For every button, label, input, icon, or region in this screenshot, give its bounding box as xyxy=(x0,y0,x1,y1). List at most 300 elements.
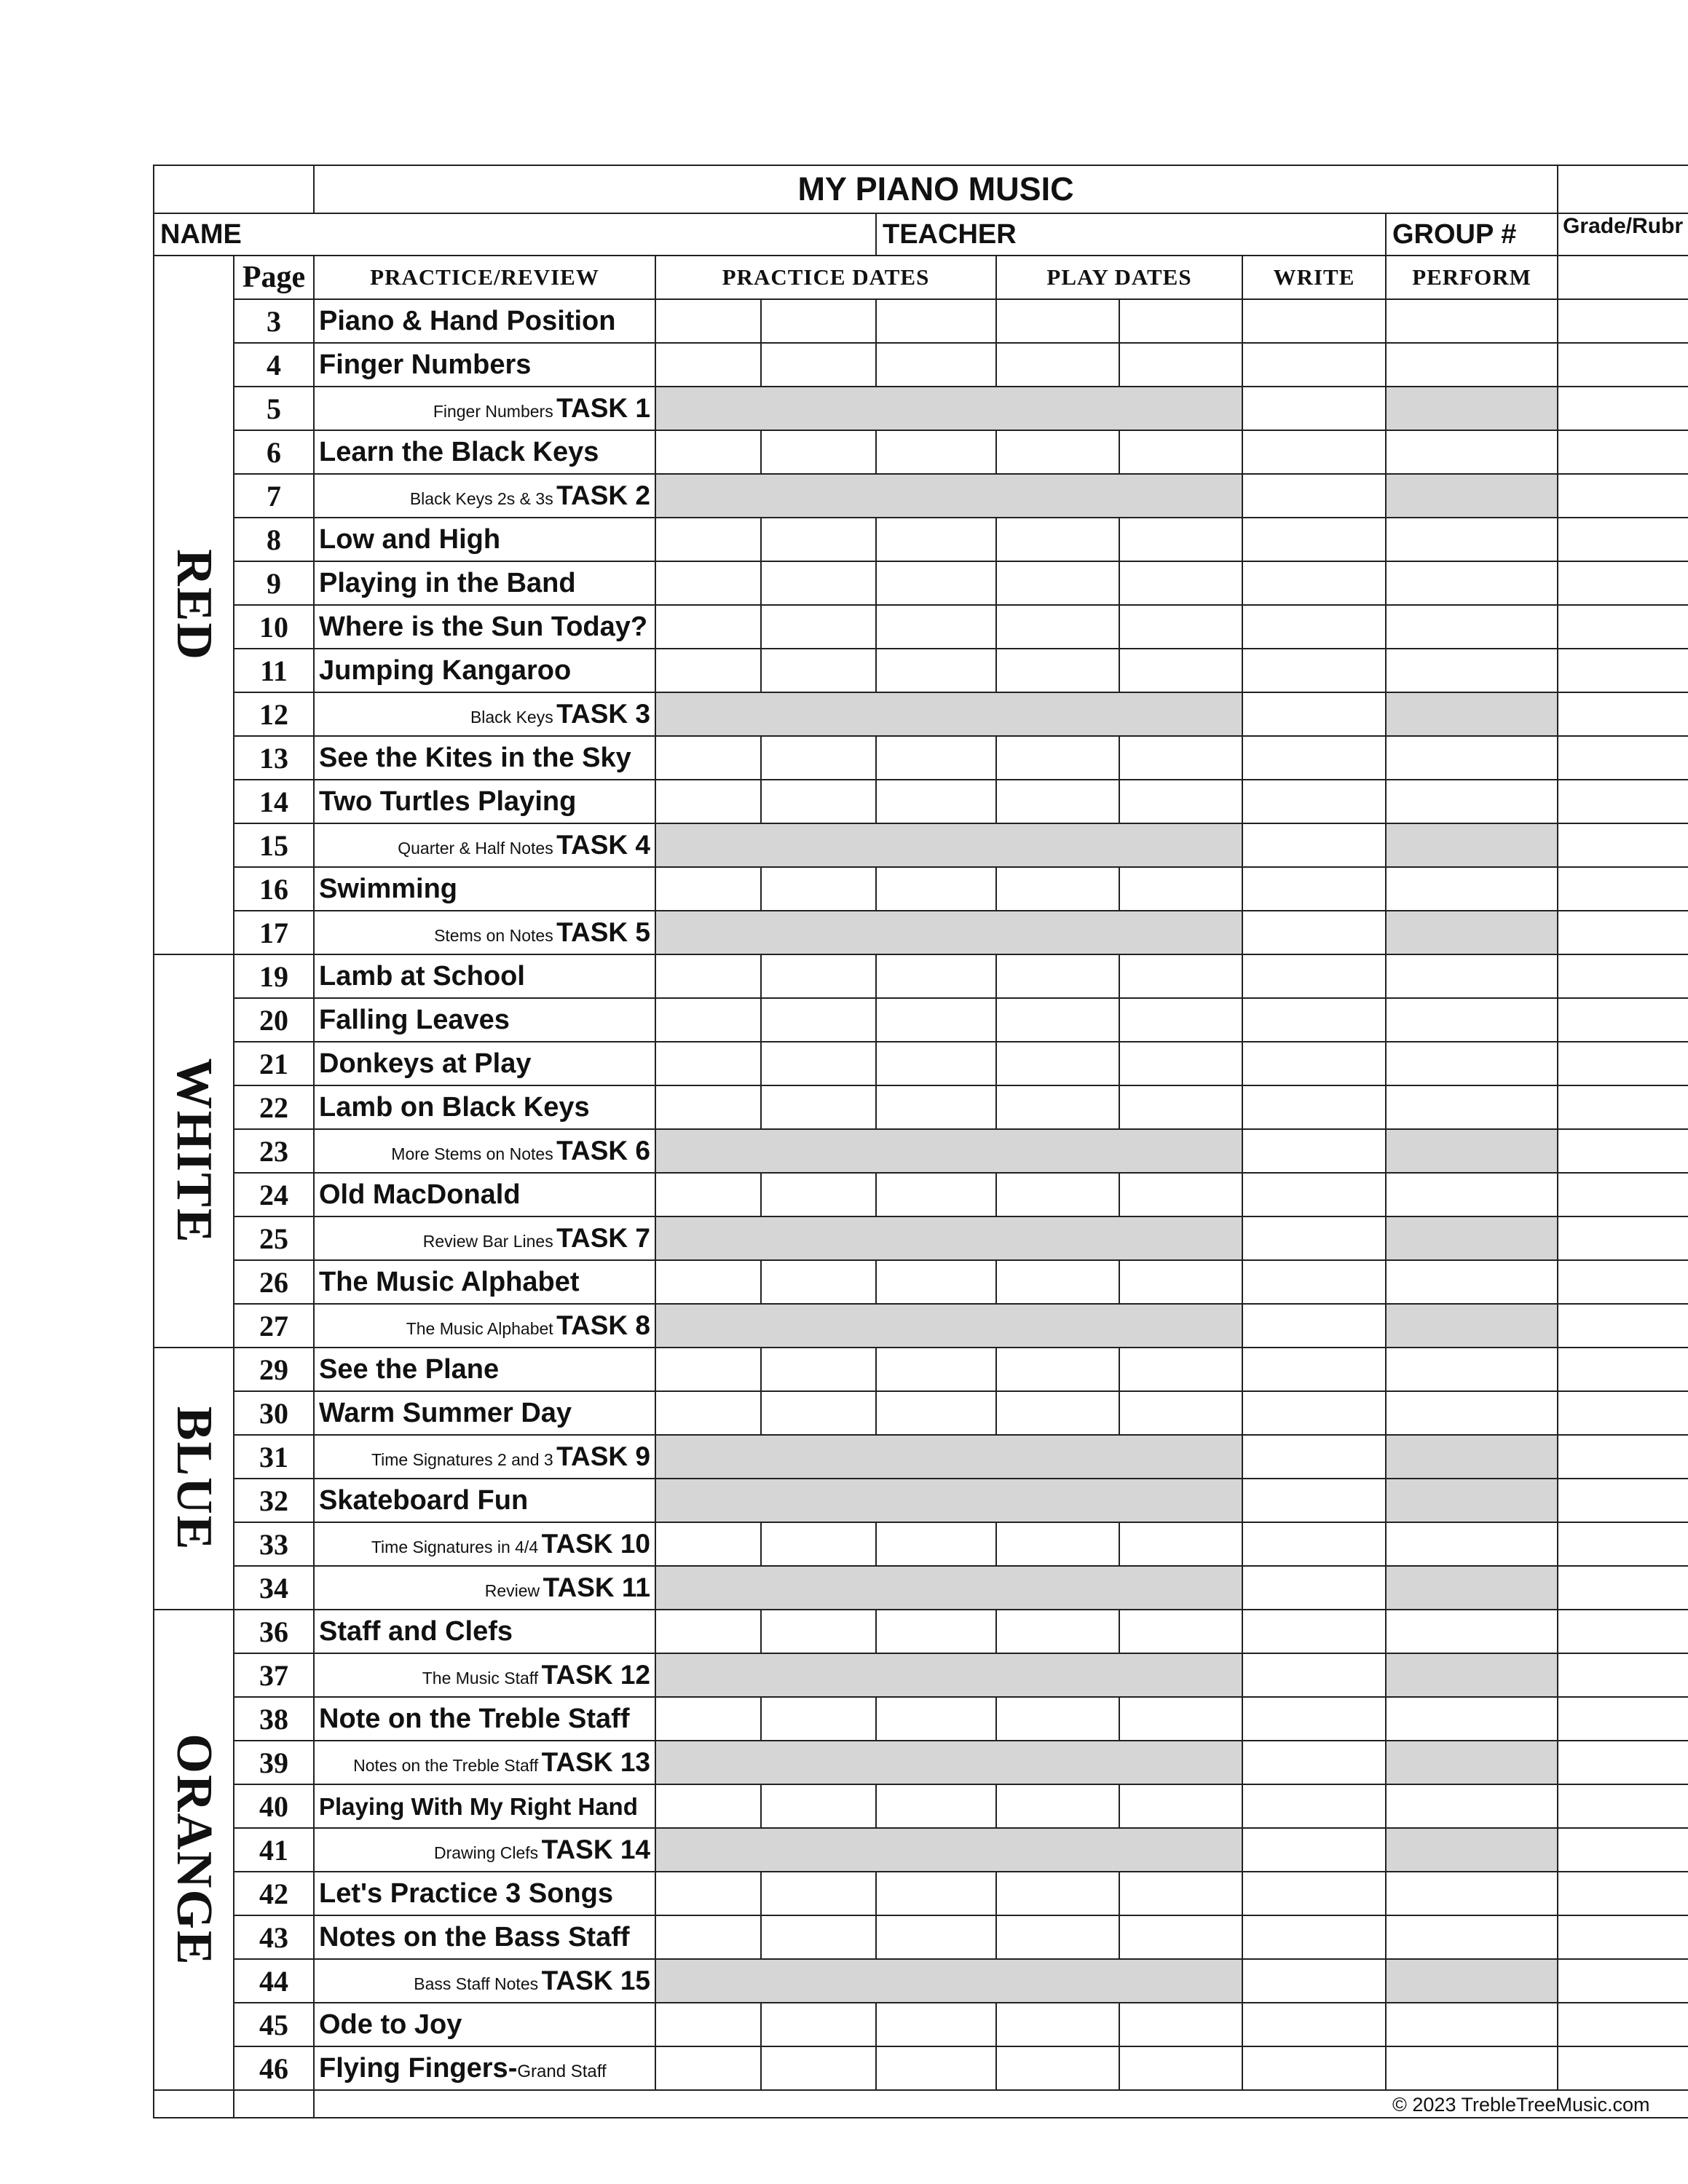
play-date-cell[interactable] xyxy=(1119,1784,1242,1828)
write-cell[interactable] xyxy=(1242,1042,1386,1085)
task-label: TASK 12 xyxy=(541,1660,650,1690)
page-number: 38 xyxy=(234,1697,314,1741)
dates-shaded xyxy=(655,692,1242,736)
write-cell[interactable] xyxy=(1242,430,1386,474)
practice-date-cell[interactable] xyxy=(761,867,876,911)
perform-cell[interactable] xyxy=(1386,1784,1558,1828)
lesson-row xyxy=(154,1784,1688,1828)
play-date-cell[interactable] xyxy=(1119,1391,1242,1435)
play-date-cell[interactable] xyxy=(1119,736,1242,780)
write-cell[interactable] xyxy=(1242,1872,1386,1915)
task-label: TASK 7 xyxy=(556,1223,650,1253)
write-cell[interactable] xyxy=(1242,1784,1386,1828)
dates-shaded xyxy=(655,1566,1242,1610)
perform-cell[interactable] xyxy=(1386,561,1558,605)
lesson-title xyxy=(314,780,655,823)
practice-date-cell[interactable] xyxy=(761,1042,876,1085)
play-date-cell[interactable] xyxy=(1119,1085,1242,1129)
play-date-cell[interactable] xyxy=(1119,561,1242,605)
play-date-cell[interactable] xyxy=(1119,430,1242,474)
task-label: TASK 13 xyxy=(541,1747,650,1777)
practice-date-cell[interactable] xyxy=(876,1260,996,1304)
practice-date-cell[interactable] xyxy=(876,998,996,1042)
write-cell[interactable] xyxy=(1242,649,1386,692)
task-description: Time Signatures 2 and 3 xyxy=(371,1450,553,1469)
practice-date-cell[interactable] xyxy=(655,1872,761,1915)
write-cell[interactable] xyxy=(1242,299,1386,343)
play-date-cell[interactable] xyxy=(1119,1348,1242,1391)
write-cell[interactable] xyxy=(1242,1479,1386,1522)
header-play-dates: PLAY DATES xyxy=(996,256,1242,299)
write-cell[interactable] xyxy=(1242,343,1386,387)
lesson-title-text: Playing in the Band xyxy=(319,567,576,598)
practice-date-cell[interactable] xyxy=(655,736,761,780)
perform-cell[interactable] xyxy=(1386,736,1558,780)
practice-date-cell[interactable] xyxy=(761,1173,876,1216)
practice-date-cell[interactable] xyxy=(876,736,996,780)
write-cell[interactable] xyxy=(1242,911,1386,954)
page-number: 5 xyxy=(234,387,314,430)
practice-date-cell[interactable] xyxy=(876,299,996,343)
lesson-row xyxy=(154,1872,1688,1915)
page-number: 26 xyxy=(234,1260,314,1304)
write-cell[interactable] xyxy=(1242,1828,1386,1872)
lesson-title xyxy=(314,1610,655,1653)
grade-cell[interactable] xyxy=(1558,1828,1688,1872)
write-cell[interactable] xyxy=(1242,736,1386,780)
practice-date-cell[interactable] xyxy=(876,780,996,823)
play-date-cell[interactable] xyxy=(996,1784,1119,1828)
practice-date-cell[interactable] xyxy=(761,1872,876,1915)
practice-date-cell[interactable] xyxy=(876,1522,996,1566)
page-number: 19 xyxy=(234,954,314,998)
grade-cell[interactable] xyxy=(1558,823,1688,867)
title-spacer xyxy=(154,165,314,213)
lesson-title-text: Two Turtles Playing xyxy=(319,786,577,817)
write-cell[interactable] xyxy=(1242,474,1386,518)
practice-date-cell[interactable] xyxy=(876,1348,996,1391)
write-cell[interactable] xyxy=(1242,1216,1386,1260)
practice-date-cell[interactable] xyxy=(761,1915,876,1959)
perform-cell[interactable] xyxy=(1386,605,1558,649)
play-date-cell[interactable] xyxy=(1119,867,1242,911)
practice-date-cell[interactable] xyxy=(761,1260,876,1304)
play-date-cell[interactable] xyxy=(996,2003,1119,2046)
grade-cell[interactable] xyxy=(1558,1348,1688,1391)
practice-date-cell[interactable] xyxy=(761,649,876,692)
perform-cell[interactable] xyxy=(1386,1522,1558,1566)
play-date-cell[interactable] xyxy=(996,430,1119,474)
lesson-title-text: Low and High xyxy=(319,523,501,555)
practice-date-cell[interactable] xyxy=(876,1391,996,1435)
header-practice-dates: PRACTICE DATES xyxy=(655,256,996,299)
grade-cell[interactable] xyxy=(1558,1522,1688,1566)
play-date-cell[interactable] xyxy=(1119,1173,1242,1216)
write-cell[interactable] xyxy=(1242,1129,1386,1173)
teacher-field[interactable]: TEACHER xyxy=(876,213,1386,256)
perform-cell[interactable] xyxy=(1386,1042,1558,1085)
practice-date-cell[interactable] xyxy=(876,1697,996,1741)
practice-date-cell[interactable] xyxy=(761,1348,876,1391)
practice-date-cell[interactable] xyxy=(655,561,761,605)
perform-cell[interactable] xyxy=(1386,1872,1558,1915)
play-date-cell[interactable] xyxy=(996,1391,1119,1435)
practice-date-cell[interactable] xyxy=(655,954,761,998)
grade-cell[interactable] xyxy=(1558,998,1688,1042)
write-cell[interactable] xyxy=(1242,780,1386,823)
page-number: 8 xyxy=(234,518,314,561)
grade-cell[interactable] xyxy=(1558,954,1688,998)
perform-cell[interactable] xyxy=(1386,649,1558,692)
grade-cell[interactable] xyxy=(1558,605,1688,649)
grade-cell[interactable] xyxy=(1558,692,1688,736)
practice-date-cell[interactable] xyxy=(761,780,876,823)
perform-cell[interactable] xyxy=(1386,1697,1558,1741)
task-entry xyxy=(314,1828,655,1872)
practice-date-cell[interactable] xyxy=(655,1042,761,1085)
grade-cell[interactable] xyxy=(1558,1959,1688,2003)
group-field[interactable]: GROUP # xyxy=(1386,213,1558,256)
play-date-cell[interactable] xyxy=(1119,1522,1242,1566)
lesson-row xyxy=(154,299,1688,343)
play-date-cell[interactable] xyxy=(996,1872,1119,1915)
perform-cell[interactable] xyxy=(1386,780,1558,823)
practice-date-cell[interactable] xyxy=(655,867,761,911)
page-number: 25 xyxy=(234,1216,314,1260)
grade-cell[interactable] xyxy=(1558,1435,1688,1479)
practice-date-cell[interactable] xyxy=(761,518,876,561)
practice-date-cell[interactable] xyxy=(876,1915,996,1959)
play-date-cell[interactable] xyxy=(996,998,1119,1042)
practice-date-cell[interactable] xyxy=(761,561,876,605)
practice-date-cell[interactable] xyxy=(761,1522,876,1566)
perform-cell[interactable] xyxy=(1386,518,1558,561)
play-date-cell[interactable] xyxy=(1119,1042,1242,1085)
grade-cell[interactable] xyxy=(1558,561,1688,605)
grade-cell[interactable] xyxy=(1558,1566,1688,1610)
practice-date-cell[interactable] xyxy=(876,1784,996,1828)
practice-date-cell[interactable] xyxy=(876,1872,996,1915)
play-date-cell[interactable] xyxy=(1119,2003,1242,2046)
play-date-cell[interactable] xyxy=(1119,1915,1242,1959)
grade-cell[interactable] xyxy=(1558,867,1688,911)
write-cell[interactable] xyxy=(1242,954,1386,998)
play-date-cell[interactable] xyxy=(1119,1872,1242,1915)
practice-date-cell[interactable] xyxy=(655,780,761,823)
grade-cell[interactable] xyxy=(1558,1391,1688,1435)
lesson-title-text: Skateboard Fun xyxy=(319,1484,529,1516)
grade-cell[interactable] xyxy=(1558,1610,1688,1653)
play-date-cell[interactable] xyxy=(1119,780,1242,823)
play-date-cell[interactable] xyxy=(1119,605,1242,649)
perform-cell[interactable] xyxy=(1386,1173,1558,1216)
write-cell[interactable] xyxy=(1242,1522,1386,1566)
play-date-cell[interactable] xyxy=(996,1697,1119,1741)
perform-cell[interactable] xyxy=(1386,954,1558,998)
write-cell[interactable] xyxy=(1242,823,1386,867)
practice-date-cell[interactable] xyxy=(876,1085,996,1129)
practice-date-cell[interactable] xyxy=(655,1085,761,1129)
grade-cell[interactable] xyxy=(1558,343,1688,387)
play-date-cell[interactable] xyxy=(996,561,1119,605)
grade-cell[interactable] xyxy=(1558,736,1688,780)
practice-date-cell[interactable] xyxy=(655,1610,761,1653)
play-date-cell[interactable] xyxy=(1119,1260,1242,1304)
grade-cell[interactable] xyxy=(1558,1129,1688,1173)
play-date-cell[interactable] xyxy=(1119,518,1242,561)
practice-date-cell[interactable] xyxy=(655,430,761,474)
practice-date-cell[interactable] xyxy=(655,1915,761,1959)
grade-cell[interactable] xyxy=(1558,387,1688,430)
perform-cell xyxy=(1386,911,1558,954)
lesson-row xyxy=(154,561,1688,605)
grade-cell[interactable] xyxy=(1558,430,1688,474)
write-cell[interactable] xyxy=(1242,1610,1386,1653)
practice-date-cell[interactable] xyxy=(655,1348,761,1391)
write-cell[interactable] xyxy=(1242,1741,1386,1784)
practice-date-cell[interactable] xyxy=(876,605,996,649)
perform-cell[interactable] xyxy=(1386,1085,1558,1129)
play-date-cell[interactable] xyxy=(996,867,1119,911)
write-cell[interactable] xyxy=(1242,1173,1386,1216)
lesson-title-text: Falling Leaves xyxy=(319,1004,510,1035)
grade-cell[interactable] xyxy=(1558,1085,1688,1129)
practice-date-cell[interactable] xyxy=(655,1173,761,1216)
practice-date-cell[interactable] xyxy=(761,1085,876,1129)
practice-date-cell[interactable] xyxy=(761,1784,876,1828)
write-cell[interactable] xyxy=(1242,1085,1386,1129)
write-cell[interactable] xyxy=(1242,518,1386,561)
lesson-title-text: Piano & Hand Position xyxy=(319,305,616,336)
play-date-cell[interactable] xyxy=(996,1348,1119,1391)
write-cell[interactable] xyxy=(1242,1697,1386,1741)
lesson-title-text: Old MacDonald xyxy=(319,1179,521,1210)
lesson-title-text: See the Plane xyxy=(319,1353,500,1385)
play-date-cell[interactable] xyxy=(996,1173,1119,1216)
practice-date-cell[interactable] xyxy=(876,561,996,605)
practice-date-cell[interactable] xyxy=(761,736,876,780)
write-cell[interactable] xyxy=(1242,1348,1386,1391)
practice-date-cell[interactable] xyxy=(761,605,876,649)
play-date-cell[interactable] xyxy=(996,1915,1119,1959)
write-cell[interactable] xyxy=(1242,1304,1386,1348)
grade-cell[interactable] xyxy=(1558,474,1688,518)
practice-date-cell[interactable] xyxy=(761,430,876,474)
lesson-title-text: Lamb on Black Keys xyxy=(319,1091,590,1123)
perform-cell[interactable] xyxy=(1386,1610,1558,1653)
grade-cell[interactable] xyxy=(1558,299,1688,343)
perform-cell[interactable] xyxy=(1386,299,1558,343)
lesson-title-text: Where is the Sun Today? xyxy=(319,611,648,642)
write-cell[interactable] xyxy=(1242,998,1386,1042)
write-cell[interactable] xyxy=(1242,605,1386,649)
grade-cell[interactable] xyxy=(1558,518,1688,561)
play-date-cell[interactable] xyxy=(1119,954,1242,998)
lesson-title-text: Learn the Black Keys xyxy=(319,436,599,467)
write-cell[interactable] xyxy=(1242,2003,1386,2046)
grade-cell[interactable] xyxy=(1558,2046,1688,2090)
perform-cell[interactable] xyxy=(1386,1915,1558,1959)
write-cell[interactable] xyxy=(1242,1260,1386,1304)
task-label: TASK 15 xyxy=(541,1966,650,1995)
practice-date-cell[interactable] xyxy=(655,998,761,1042)
lesson-title-text: Flying Fingers- xyxy=(319,2052,518,2084)
perform-cell[interactable] xyxy=(1386,998,1558,1042)
practice-date-cell[interactable] xyxy=(655,1260,761,1304)
practice-date-cell[interactable] xyxy=(761,299,876,343)
grade-cell[interactable] xyxy=(1558,2003,1688,2046)
name-field[interactable]: NAME xyxy=(154,213,876,256)
page-number: 16 xyxy=(234,867,314,911)
task-description: Black Keys 2s & 3s xyxy=(409,489,553,508)
level-column xyxy=(154,1348,234,1610)
practice-date-cell[interactable] xyxy=(761,954,876,998)
lesson-title xyxy=(314,2003,655,2046)
page-number: 10 xyxy=(234,605,314,649)
practice-date-cell[interactable] xyxy=(876,2003,996,2046)
practice-date-cell[interactable] xyxy=(761,343,876,387)
lesson-row xyxy=(154,1479,1688,1522)
write-cell[interactable] xyxy=(1242,1391,1386,1435)
page-number: 40 xyxy=(234,1784,314,1828)
grade-cell[interactable] xyxy=(1558,1173,1688,1216)
grade-cell[interactable] xyxy=(1558,1042,1688,1085)
grade-cell[interactable] xyxy=(1558,780,1688,823)
grade-cell[interactable] xyxy=(1558,1872,1688,1915)
write-cell[interactable] xyxy=(1242,867,1386,911)
lesson-title xyxy=(314,867,655,911)
practice-date-cell[interactable] xyxy=(655,343,761,387)
practice-date-cell[interactable] xyxy=(655,1784,761,1828)
grade-cell[interactable] xyxy=(1558,1741,1688,1784)
practice-date-cell[interactable] xyxy=(761,1610,876,1653)
play-date-cell[interactable] xyxy=(996,954,1119,998)
practice-date-cell[interactable] xyxy=(876,2046,996,2090)
practice-date-cell[interactable] xyxy=(876,954,996,998)
play-date-cell[interactable] xyxy=(996,605,1119,649)
play-date-cell[interactable] xyxy=(1119,649,1242,692)
play-date-cell[interactable] xyxy=(1119,299,1242,343)
practice-date-cell[interactable] xyxy=(761,998,876,1042)
play-date-cell[interactable] xyxy=(1119,998,1242,1042)
grade-rubric-field[interactable]: Grade/Rubr xyxy=(1558,213,1688,256)
grade-cell[interactable] xyxy=(1558,1260,1688,1304)
play-date-cell[interactable] xyxy=(996,1522,1119,1566)
play-date-cell[interactable] xyxy=(996,2046,1119,2090)
dates-shaded xyxy=(655,387,1242,430)
practice-date-cell[interactable] xyxy=(655,1697,761,1741)
grade-cell[interactable] xyxy=(1558,1697,1688,1741)
practice-date-cell[interactable] xyxy=(655,518,761,561)
grade-cell[interactable] xyxy=(1558,649,1688,692)
perform-cell[interactable] xyxy=(1386,2046,1558,2090)
practice-date-cell[interactable] xyxy=(761,2003,876,2046)
perform-cell[interactable] xyxy=(1386,867,1558,911)
practice-date-cell[interactable] xyxy=(761,1391,876,1435)
practice-date-cell[interactable] xyxy=(761,2046,876,2090)
play-date-cell[interactable] xyxy=(1119,1610,1242,1653)
write-cell[interactable] xyxy=(1242,561,1386,605)
grade-cell[interactable] xyxy=(1558,1216,1688,1260)
task-label: TASK 2 xyxy=(556,480,650,510)
practice-date-cell[interactable] xyxy=(655,2046,761,2090)
practice-date-cell[interactable] xyxy=(876,343,996,387)
practice-date-cell[interactable] xyxy=(876,430,996,474)
lesson-title-text: Donkeys at Play xyxy=(319,1048,532,1079)
perform-cell[interactable] xyxy=(1386,343,1558,387)
lesson-title-text: Jumping Kangaroo xyxy=(319,654,572,686)
write-cell[interactable] xyxy=(1242,1653,1386,1697)
grade-cell[interactable] xyxy=(1558,1304,1688,1348)
play-date-cell[interactable] xyxy=(996,736,1119,780)
play-date-cell[interactable] xyxy=(1119,2046,1242,2090)
play-date-cell[interactable] xyxy=(996,780,1119,823)
task-label: TASK 10 xyxy=(541,1529,650,1559)
practice-date-cell[interactable] xyxy=(876,867,996,911)
level-column xyxy=(154,1610,234,2090)
practice-date-cell[interactable] xyxy=(655,2003,761,2046)
task-description: Time Signatures in 4/4 xyxy=(371,1538,539,1556)
grade-cell[interactable] xyxy=(1558,1915,1688,1959)
play-date-cell[interactable] xyxy=(996,1260,1119,1304)
play-date-cell[interactable] xyxy=(1119,1697,1242,1741)
write-cell[interactable] xyxy=(1242,1566,1386,1610)
task-description: Finger Numbers xyxy=(433,402,553,421)
practice-date-cell[interactable] xyxy=(655,649,761,692)
play-date-cell[interactable] xyxy=(996,1610,1119,1653)
play-date-cell[interactable] xyxy=(996,1042,1119,1085)
practice-date-cell[interactable] xyxy=(655,1522,761,1566)
perform-cell xyxy=(1386,1435,1558,1479)
practice-date-cell[interactable] xyxy=(655,299,761,343)
write-cell[interactable] xyxy=(1242,1435,1386,1479)
page-number: 14 xyxy=(234,780,314,823)
practice-date-cell[interactable] xyxy=(876,1173,996,1216)
lesson-row xyxy=(154,387,1688,430)
perform-cell[interactable] xyxy=(1386,1260,1558,1304)
play-date-cell[interactable] xyxy=(996,343,1119,387)
write-cell[interactable] xyxy=(1242,1915,1386,1959)
lesson-row xyxy=(154,2046,1688,2090)
write-cell[interactable] xyxy=(1242,387,1386,430)
perform-cell[interactable] xyxy=(1386,1391,1558,1435)
perform-cell[interactable] xyxy=(1386,1348,1558,1391)
play-date-cell[interactable] xyxy=(996,518,1119,561)
practice-date-cell[interactable] xyxy=(876,518,996,561)
lesson-row xyxy=(154,1697,1688,1741)
write-cell[interactable] xyxy=(1242,692,1386,736)
practice-date-cell[interactable] xyxy=(655,1391,761,1435)
practice-date-cell[interactable] xyxy=(876,649,996,692)
grade-cell[interactable] xyxy=(1558,1479,1688,1522)
practice-date-cell[interactable] xyxy=(876,1610,996,1653)
grade-cell[interactable] xyxy=(1558,1653,1688,1697)
play-date-cell[interactable] xyxy=(996,649,1119,692)
grade-cell[interactable] xyxy=(1558,911,1688,954)
perform-cell[interactable] xyxy=(1386,2003,1558,2046)
play-date-cell[interactable] xyxy=(1119,343,1242,387)
play-date-cell[interactable] xyxy=(996,1085,1119,1129)
page-number: 11 xyxy=(234,649,314,692)
play-date-cell[interactable] xyxy=(996,299,1119,343)
practice-date-cell[interactable] xyxy=(876,1042,996,1085)
perform-cell[interactable] xyxy=(1386,430,1558,474)
grade-cell[interactable] xyxy=(1558,1784,1688,1828)
write-cell[interactable] xyxy=(1242,1959,1386,2003)
practice-date-cell[interactable] xyxy=(761,1697,876,1741)
write-cell[interactable] xyxy=(1242,2046,1386,2090)
practice-date-cell[interactable] xyxy=(655,605,761,649)
